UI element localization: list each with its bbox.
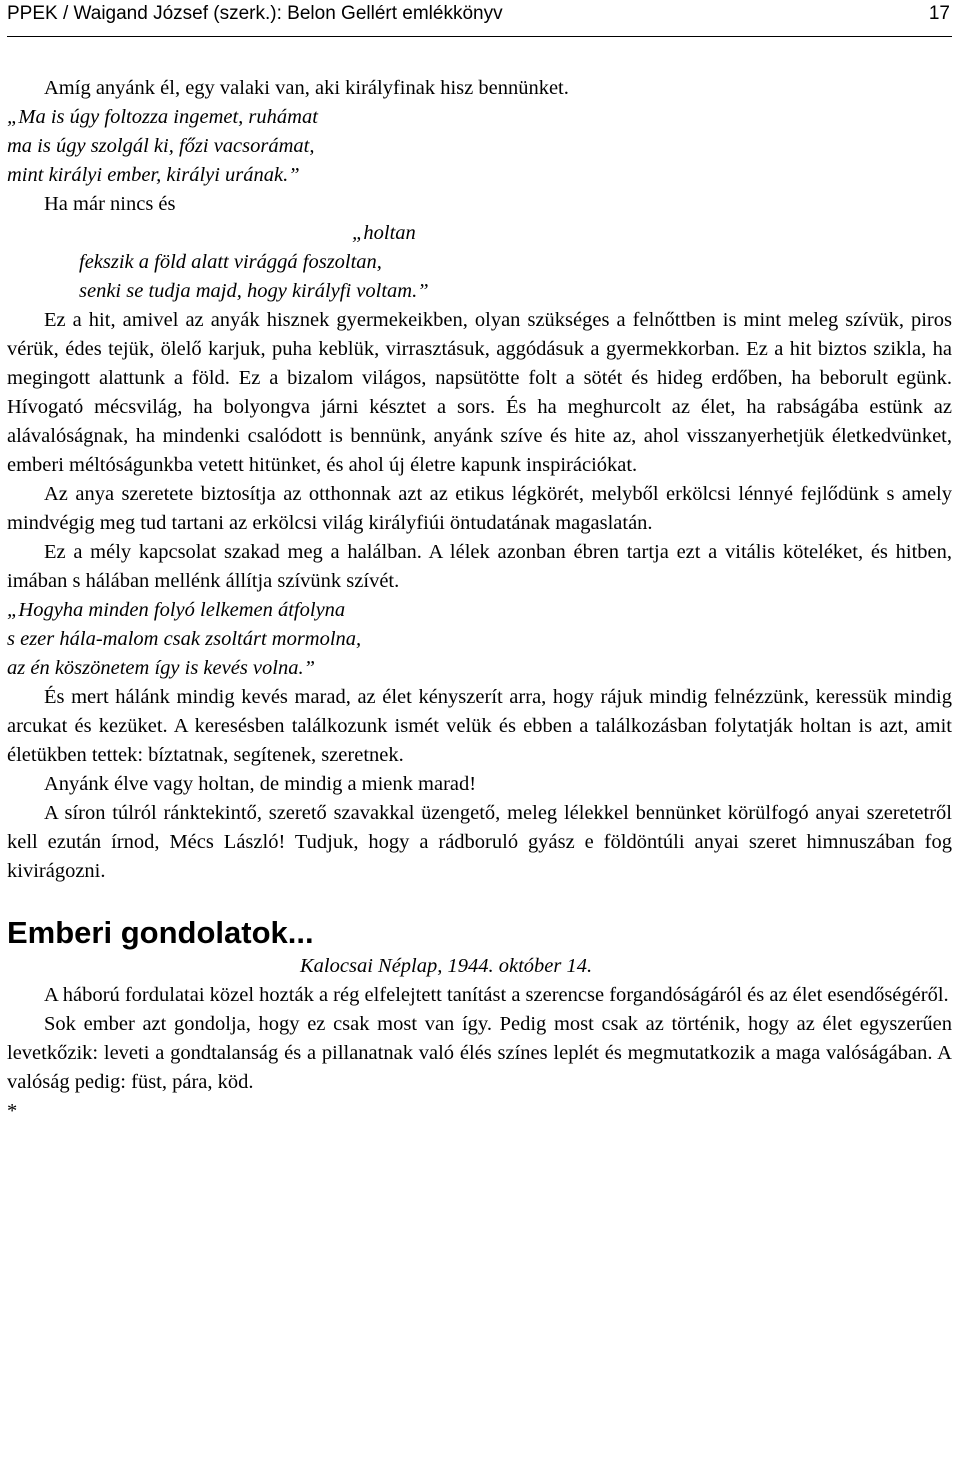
poem-line: fekszik a föld alatt virággá foszoltan, — [79, 251, 382, 273]
poem-line: s ezer hála-malom csak zsoltárt mormolna, — [7, 628, 362, 650]
poem-line: „holtan — [352, 222, 416, 244]
poem-line: az én köszönetem így is kevés volna.” — [7, 657, 315, 679]
page-number: 17 — [928, 3, 950, 24]
poem-stanza-2 — [7, 219, 952, 306]
poem-line: „Ma is úgy foltozza ingemet, ruhámat — [7, 106, 318, 128]
poem-line: „Hogyha minden folyó lelkemen átfolyna — [7, 599, 346, 621]
header-title: PPEK / Waigand József (szerk.): Belon Gellért emlékkönyv — [7, 3, 503, 24]
body-paragraph: A síron túlról ránktekintő, szerető szavakkal üzengető, meleg lélekkel bennünket körülfogó anyai szeretetről kell ezután írnod, Mécs László! Tudjuk, hogy a rádboruló gyász e földöntúli anyai szeret himnuszában fog kivirágozni. — [7, 802, 952, 882]
poem-stanza-3 — [7, 596, 952, 683]
poem-line: mint királyi ember, királyi urának.” — [7, 164, 300, 186]
page-content — [7, 74, 952, 1126]
source-citation: Kalocsai Néplap, 1944. október 14. — [300, 955, 593, 977]
body-paragraph: Ez a mély kapcsolat szakad meg a halálban. A lélek azonban ébren tartja ezt a vitális köteléket, és hitben, imában s hálában mellénk állítja szívünk szívét. — [7, 541, 952, 592]
body-paragraph: Ez a hit, amivel az anyák hisznek gyermekeikben, olyan szükséges a felnőttben is mint meleg szívük, piros vérük, édes tejük, ölelő karjuk, puha keblük, virrasztásuk, aggódásuk a gyermekkorban. Ez a hit biztos szikla, ha megingott alattunk a föld. Ez a bizalom világos, napsütötte folt a sötét és hideg erdőben, ha beborult egünk. Hívogató mécsvilág, ha bolyongva járni késztet a sors. És ha meghurcolt az élet, ha rabságába estünk az alávalóságnak, ha mindenki csalódott is bennünk, anyánk szíve és hite az, ahol visszanyerhetjük életkedvünket, emberi méltóságunkba vetett hitünket, és ahol új életre kapunk inspirációkat. — [7, 309, 952, 476]
poem-stanza-1 — [7, 103, 952, 190]
body-paragraph: Anyánk élve vagy holtan, de mindig a mienk marad! — [44, 773, 477, 795]
poem-line: senki se tudja majd, hogy királyfi voltam.” — [79, 280, 429, 302]
page-header — [7, 0, 952, 37]
body-paragraph: A háború fordulatai közel hozták a rég elfelejtett tanítást a szerencse forgandóságáról és az élet esendőségéről. — [44, 984, 949, 1006]
body-paragraph: Sok ember azt gondolja, hogy ez csak most van így. Pedig most csak az történik, hogy az élet egyszerűen levetkőzik: leveti a gondtalanság és a pillanatnak való élés színes leplét és megmutatkozik a maga valóságában. A valóság pedig: füst, pára, köd. — [7, 1013, 952, 1093]
section-heading: Emberi gondolatok... — [7, 915, 314, 950]
body-paragraph: Az anya szeretete biztosítja az otthonnak azt az etikus légkörét, melyből erkölcsi lénnyé fejlődünk s amely mindvégig meg tud tartani az erkölcsi világ királyfiúi öntudatának magaslatán. — [7, 483, 952, 534]
body-paragraph: És mert hálánk mindig kevés marad, az élet kényszerít arra, hogy rájuk mindig felnézzünk, keressük mindig arcukat és kezüket. A keresésben találkozunk ismét velük és ebben a találkozásban folytatják holtan is azt, amit életükben tettek: bíztatnak, segítenek, szeretnek. — [7, 686, 952, 766]
section-separator: * — [7, 1100, 18, 1122]
poem-line: ma is úgy szolgál ki, főzi vacsorámat, — [7, 135, 315, 157]
poem-bridge-text: Ha már nincs és — [44, 193, 176, 215]
intro-paragraph: Amíg anyánk él, egy valaki van, aki királyfinak hisz bennünket. — [44, 77, 569, 99]
